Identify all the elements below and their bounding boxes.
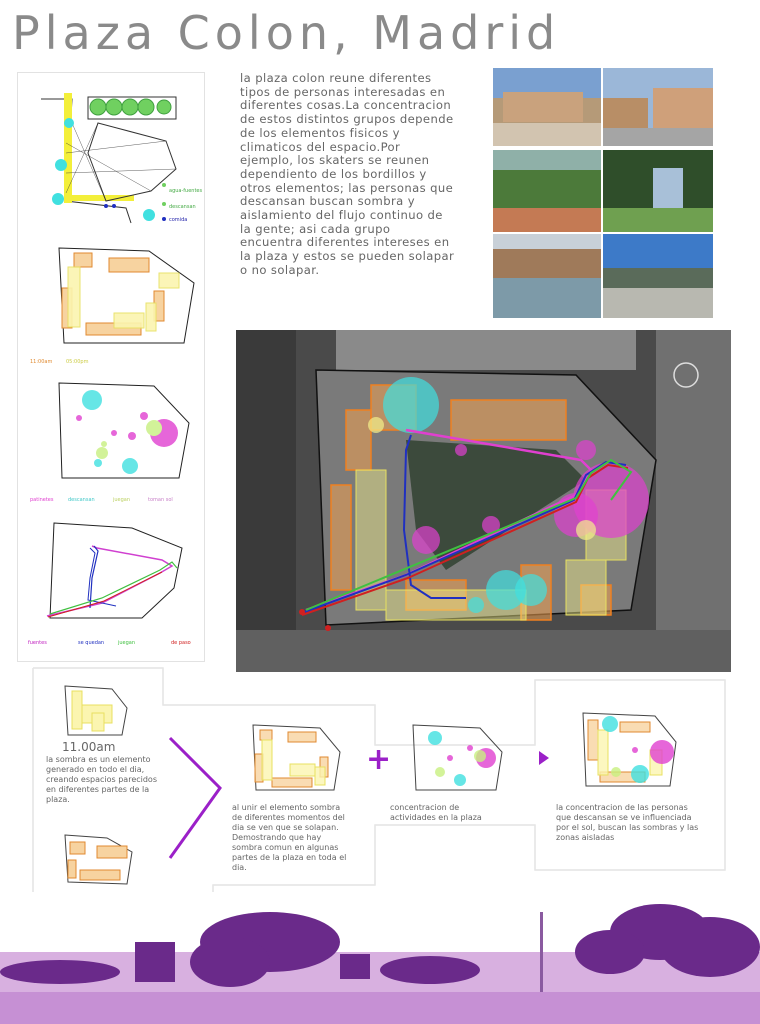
legend-rest2: descansan	[68, 497, 95, 503]
people-diagram	[54, 378, 199, 488]
union-shade-diagram	[250, 722, 345, 794]
legend-passing-path: de paso	[171, 640, 191, 646]
legend-skaters: patinetes	[30, 497, 54, 503]
aerial-map-graphic	[236, 330, 731, 672]
time-am-label: 11.00am	[62, 740, 116, 754]
streets-fountains-diagram	[36, 83, 196, 233]
intro-text: la plaza colon reune diferentes tipos de personas interesadas en diferentes cosas.La concentracion de estos distintos grupos depende de los elementos fisicos y climaticos del espacio.Por ejemplo, los skaters se reunen dependiento de los bordillos y otros elementos; las personas que descansan buscan sombra y aislamiento del flujo continuo de la gente; asi cada grupo encuentra diferentes intereses en la plaza y estos se pueden solapar o no solapar.	[240, 71, 455, 277]
shade-pm-diagram	[62, 832, 137, 887]
aerial-map	[236, 330, 731, 672]
conclusion-caption: la concentracion de las personas que descansan se ve influenciada por el sol, buscan las sombras y las zonas aisladas	[556, 803, 699, 842]
activities-caption: concentracion de actividades en la plaza	[390, 803, 482, 822]
photo-collage	[493, 68, 713, 318]
shade-am-diagram	[62, 683, 132, 738]
legend-food: comida	[169, 217, 188, 223]
page-title: Plaza Colon, Madrid	[12, 6, 561, 60]
legend-shade-am: 11:00am	[30, 359, 53, 365]
activities-diagram	[410, 722, 505, 794]
legend-stay-path: se quedan	[78, 640, 105, 646]
legend-play: juegan	[113, 497, 131, 503]
union-caption: al unir el elemento sombra de diferentes momentos del dia se ven que se solapan. Demostrando que hay sombra comun en algunas partes de la plaza en toda el dia.	[232, 803, 347, 872]
legend-fountains-path: fuentes	[28, 640, 47, 646]
photo-grid	[493, 68, 713, 318]
shade-diagram	[54, 243, 199, 353]
legend-sun: toman sol	[148, 497, 173, 503]
left-diagram-panel	[17, 72, 205, 662]
panorama-photo	[0, 892, 760, 1024]
conclusion-diagram	[580, 710, 680, 790]
legend-shade-pm: 05:00pm	[66, 359, 89, 365]
paths-diagram	[42, 518, 192, 628]
legend-play-path: juegan	[118, 640, 136, 646]
plus-symbol: +	[366, 742, 392, 777]
shade-caption: la sombra es un elemento generado en todo el dia, creando espacios parecidos en diferentes partes de la plaza.	[46, 755, 157, 804]
legend-rest: descansan	[169, 204, 196, 210]
legend-fountains: agua-fuentes	[169, 188, 203, 194]
